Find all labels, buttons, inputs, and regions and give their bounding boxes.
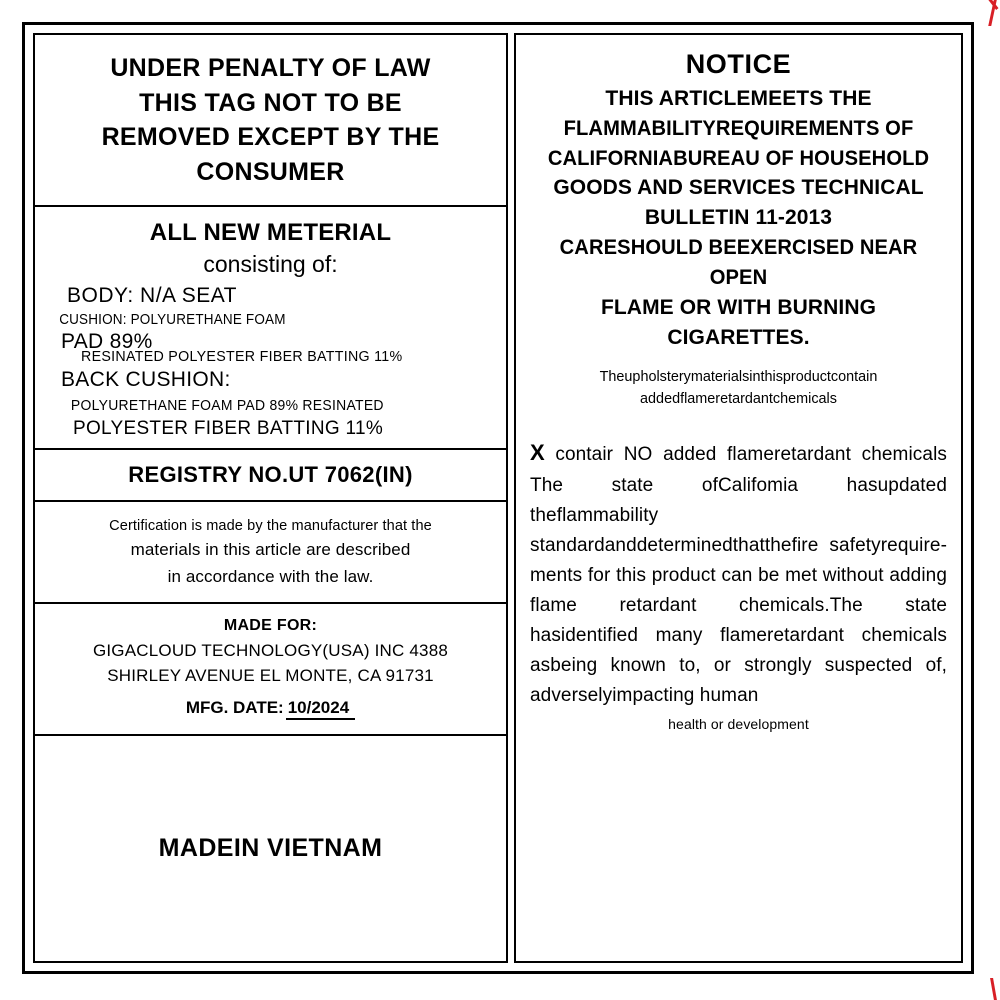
notice-line-4: GOODS AND SERVICES TECHNICAL	[553, 176, 924, 200]
notice-block	[516, 35, 961, 961]
penalty-line-4: CONSUMER	[196, 157, 345, 186]
upholstery-note-line-2: addedflameretardantchemicals	[640, 390, 837, 408]
made-for-address-line-2: SHIRLEY AVENUE EL MONTE, CA 91731	[107, 666, 434, 686]
scan-corner-mark-bottom-right	[990, 978, 997, 1000]
notice-line-8: CIGARETTES.	[667, 325, 810, 349]
mfg-date-label: MFG. DATE	[185, 697, 279, 717]
material-content-block	[35, 207, 506, 450]
made-for-block	[35, 604, 506, 737]
material-pad-percent: PAD 89%	[61, 330, 153, 353]
notice-title: NOTICE	[685, 49, 792, 79]
made-for-address-line-1: GIGACLOUD TECHNOLOGY(USA) INC 4388	[92, 640, 449, 660]
statement-text: contair NO added flameretardant chemicals The state ofCalifomia hasupdated theflammability standardanddeterminedthatthefire safetyrequire- ments for this product can be met without adding flame retardant chemicals.The state hasidentified many flameretardant chemicals asbeing known to, or strongly suspected of, adverselyimpacting human	[530, 443, 947, 706]
penalty-line-2: THIS TAG NOT TO BE	[139, 88, 402, 117]
penalty-line-1: UNDER PENALTY OF LAW	[110, 54, 431, 82]
penalty-notice-block	[35, 35, 506, 207]
checkbox-x-icon: X	[530, 439, 545, 465]
mfg-date-row	[186, 695, 355, 721]
mfg-date-colon: :	[278, 697, 284, 717]
mfg-date-value: 10/2024	[286, 698, 355, 720]
country-of-origin-block: MADEIN VIETNAM	[158, 834, 383, 863]
right-column	[514, 33, 963, 963]
material-title: ALL NEW METERIAL	[149, 219, 392, 246]
certification-block	[35, 502, 506, 604]
certification-line-1: Certification is made by the manufacturer that the	[109, 517, 432, 534]
flame-retardant-statement	[530, 436, 947, 735]
notice-line-7: FLAME OR WITH BURNING	[600, 295, 877, 319]
material-back-cushion-foam: POLYURETHANE FOAM PAD 89% RESINATED	[70, 397, 384, 414]
left-column	[33, 33, 508, 963]
notice-line-2: FLAMMABILITYREQUIREMENTS OF	[563, 116, 914, 140]
statement-last-line: health or development	[668, 715, 809, 732]
notice-line-5: BULLETIN 11-2013	[644, 206, 833, 230]
material-back-cushion-batting: POLYESTER FIBER BATTING 11%	[73, 418, 384, 439]
material-body-seat: BODY: N/A SEAT	[67, 284, 237, 307]
notice-line-6: CARESHOULD BEEXERCISED NEAR OPEN	[559, 236, 918, 289]
penalty-line-3: REMOVED EXCEPT BY THE	[101, 123, 440, 151]
notice-body	[530, 84, 947, 352]
material-back-cushion-label: BACK CUSHION:	[61, 368, 231, 391]
made-for-heading: MADE FOR:	[223, 616, 318, 634]
certification-line-3: in accordance with the law.	[167, 566, 374, 586]
notice-line-3: CALIFORNIABUREAU OF HOUSEHOLD	[547, 146, 930, 170]
certification-line-2: materials in this article are described	[130, 540, 411, 560]
notice-line-1: THIS ARTICLEMEETS THE	[605, 87, 872, 110]
law-tag-outer-border	[22, 22, 974, 974]
material-consisting-label: consisting of:	[203, 251, 338, 277]
material-resinated-batting: RESINATED POLYESTER FIBER BATTING 11%	[81, 348, 403, 365]
upholstery-note-line-1: Theupholsterymaterialsinthisproductcontain	[599, 368, 878, 386]
registry-number-block: REGISTRY NO.UT 7062(IN)	[35, 450, 506, 502]
material-cushion-foam: CUSHION: POLYURETHANE FOAM	[59, 311, 286, 328]
law-tag-content	[33, 33, 963, 963]
upholstery-note	[538, 366, 938, 410]
